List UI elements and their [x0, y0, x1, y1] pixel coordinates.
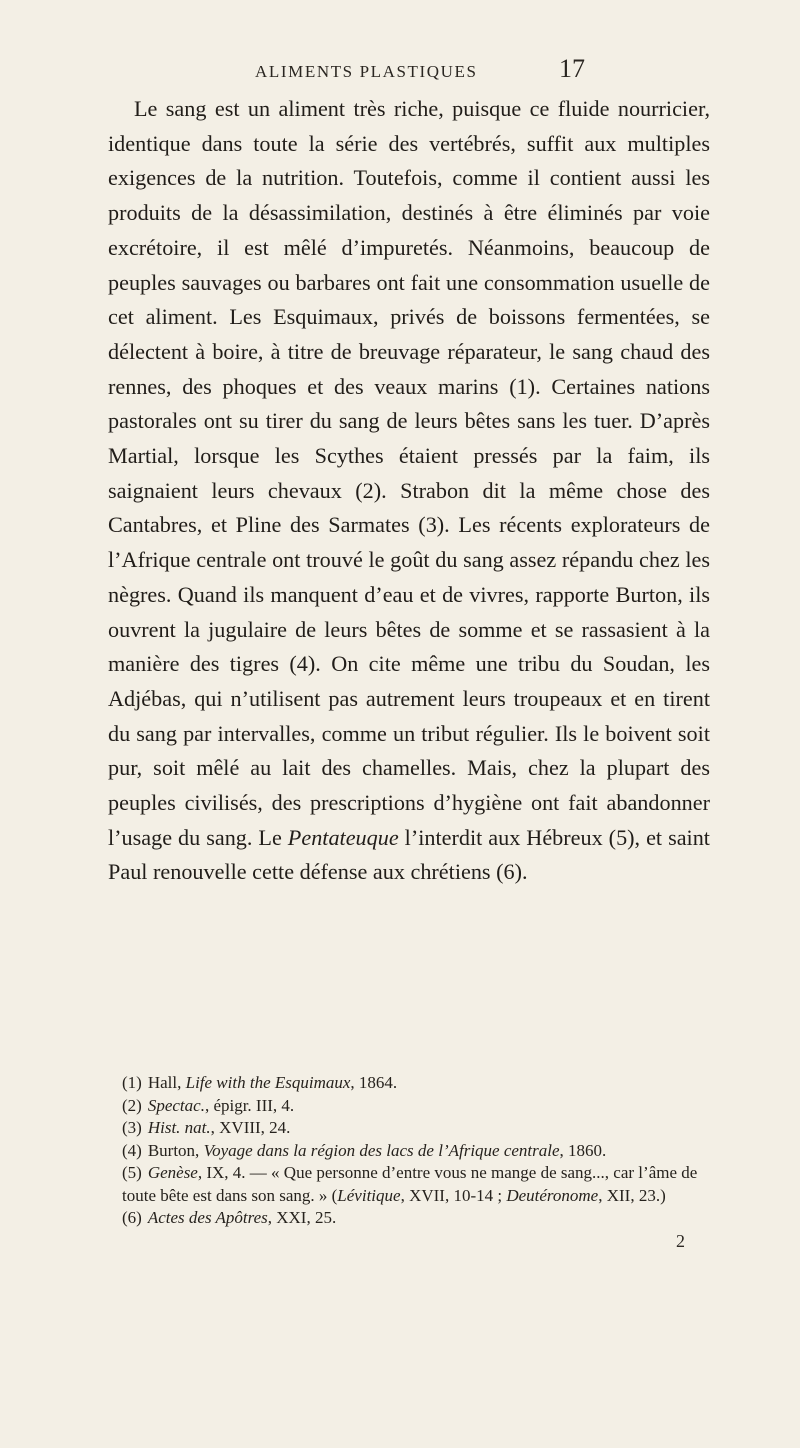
page-number: 17: [559, 54, 585, 83]
footnote-text: , 1864.: [350, 1073, 398, 1092]
footnote-number: (6): [122, 1208, 142, 1227]
footnote-citation-title: Lévitique: [337, 1185, 401, 1205]
footnote-number: (4): [122, 1140, 142, 1160]
paragraph-text-part-3: l’interdit aux Hébreux (5), et saint Paul renouvelle cette défense aux chrétiens (6).: [108, 824, 710, 885]
main-paragraph: [108, 92, 710, 890]
footnote-number: (5): [122, 1163, 142, 1182]
footnote-text: Hall,: [147, 1073, 186, 1092]
footnote-5: [122, 1162, 712, 1207]
signature-mark: 2: [676, 1231, 685, 1251]
footnote-4: [122, 1140, 712, 1163]
footnote-citation-title: Hist. nat.: [147, 1118, 211, 1137]
footnote-6: [122, 1207, 712, 1230]
footnote-text: , IX, 4. — « Que personne d’entre vous ne mange de sang..., car l’âme de toute bête est dans son sang. » (: [122, 1163, 698, 1205]
footnote-text: , XXI, 25.: [267, 1208, 337, 1227]
footnote-number: (2): [122, 1095, 142, 1115]
footnote-citation-title: Spectac.: [147, 1095, 205, 1115]
footnote-text: , 1860.: [559, 1140, 607, 1160]
footnote-citation-title: Deutéronome: [506, 1185, 599, 1205]
footnote-text: , épigr. III, 4.: [204, 1095, 295, 1115]
footnote-text: , XII, 23.): [598, 1185, 666, 1205]
footnote-text: , XVII, 10-14 ;: [400, 1185, 507, 1205]
footnote-number: (3): [122, 1118, 142, 1137]
footnote-1: [122, 1072, 712, 1095]
footnote-citation-title: Voyage dans la région des lacs de l’Afrique centrale: [203, 1140, 560, 1160]
footnote-text: , XVIII, 24.: [210, 1118, 291, 1137]
footnote-citation-title: Life with the Esquimaux: [185, 1073, 351, 1092]
pentateuque-title: Pentateuque: [287, 824, 399, 850]
paragraph-text-part-1: Le sang est un aliment très riche, puisque ce fluide nourricier, identique dans toute la série des vertébrés, suffit aux multiples exigences de la nutrition. Toutefois, comme il contient aussi les produits de la désassimilation, destinés à être éliminés par voie excrétoire, il est mêlé d’impuretés. Néanmoins, beaucoup de peuples sauvages ou barbares ont fait une consommation usuelle de cet aliment. Les Esquimaux, privés de boissons fermentées, se délectent à boire, à titre de breuvage réparateur, le sang chaud des rennes, des phoques et des veaux marins (1). Certaines nations pastorales ont su tirer du sang de leurs bêtes sans les tuer. D’après Martial, lorsque les Scythes étaient pressés par la faim, ils saignaient leurs chevaux (2). Strabon dit la même chose des Cantabres, et Pline des Sarmates (3). Les récents explorateurs de l’Afrique centrale ont trouvé le goût du sang assez répandu chez les nègres. Quand ils manquent d’eau et de vivres, rapporte Burton, ils ouvrent la jugulaire de leurs bêtes de somme et se rassasient à la manière des tigres (4). On cite même une tribu du Soudan, les Adjébas, qui n’utilisent pas autrement leurs troupeaux et en tirent du sang par intervalles, comme un tribut régulier. Ils le boivent soit pur, soit mêlé au lait des chamelles. Mais, chez la plupart des peuples civilisés, des prescriptions d’hygiène ont fait abandonner l’usage du sang. Le: [108, 96, 710, 850]
footnote-text: Burton,: [147, 1140, 204, 1160]
footnote-3: [122, 1117, 712, 1140]
footnote-citation-title: Actes des Apôtres: [147, 1208, 268, 1227]
footnote-number: (1): [122, 1073, 142, 1092]
footnote-2: [122, 1095, 712, 1118]
running-title: ALIMENTS PLASTIQUES: [255, 62, 478, 81]
footnote-citation-title: Genèse: [147, 1163, 198, 1182]
footnotes: [122, 1072, 712, 1230]
